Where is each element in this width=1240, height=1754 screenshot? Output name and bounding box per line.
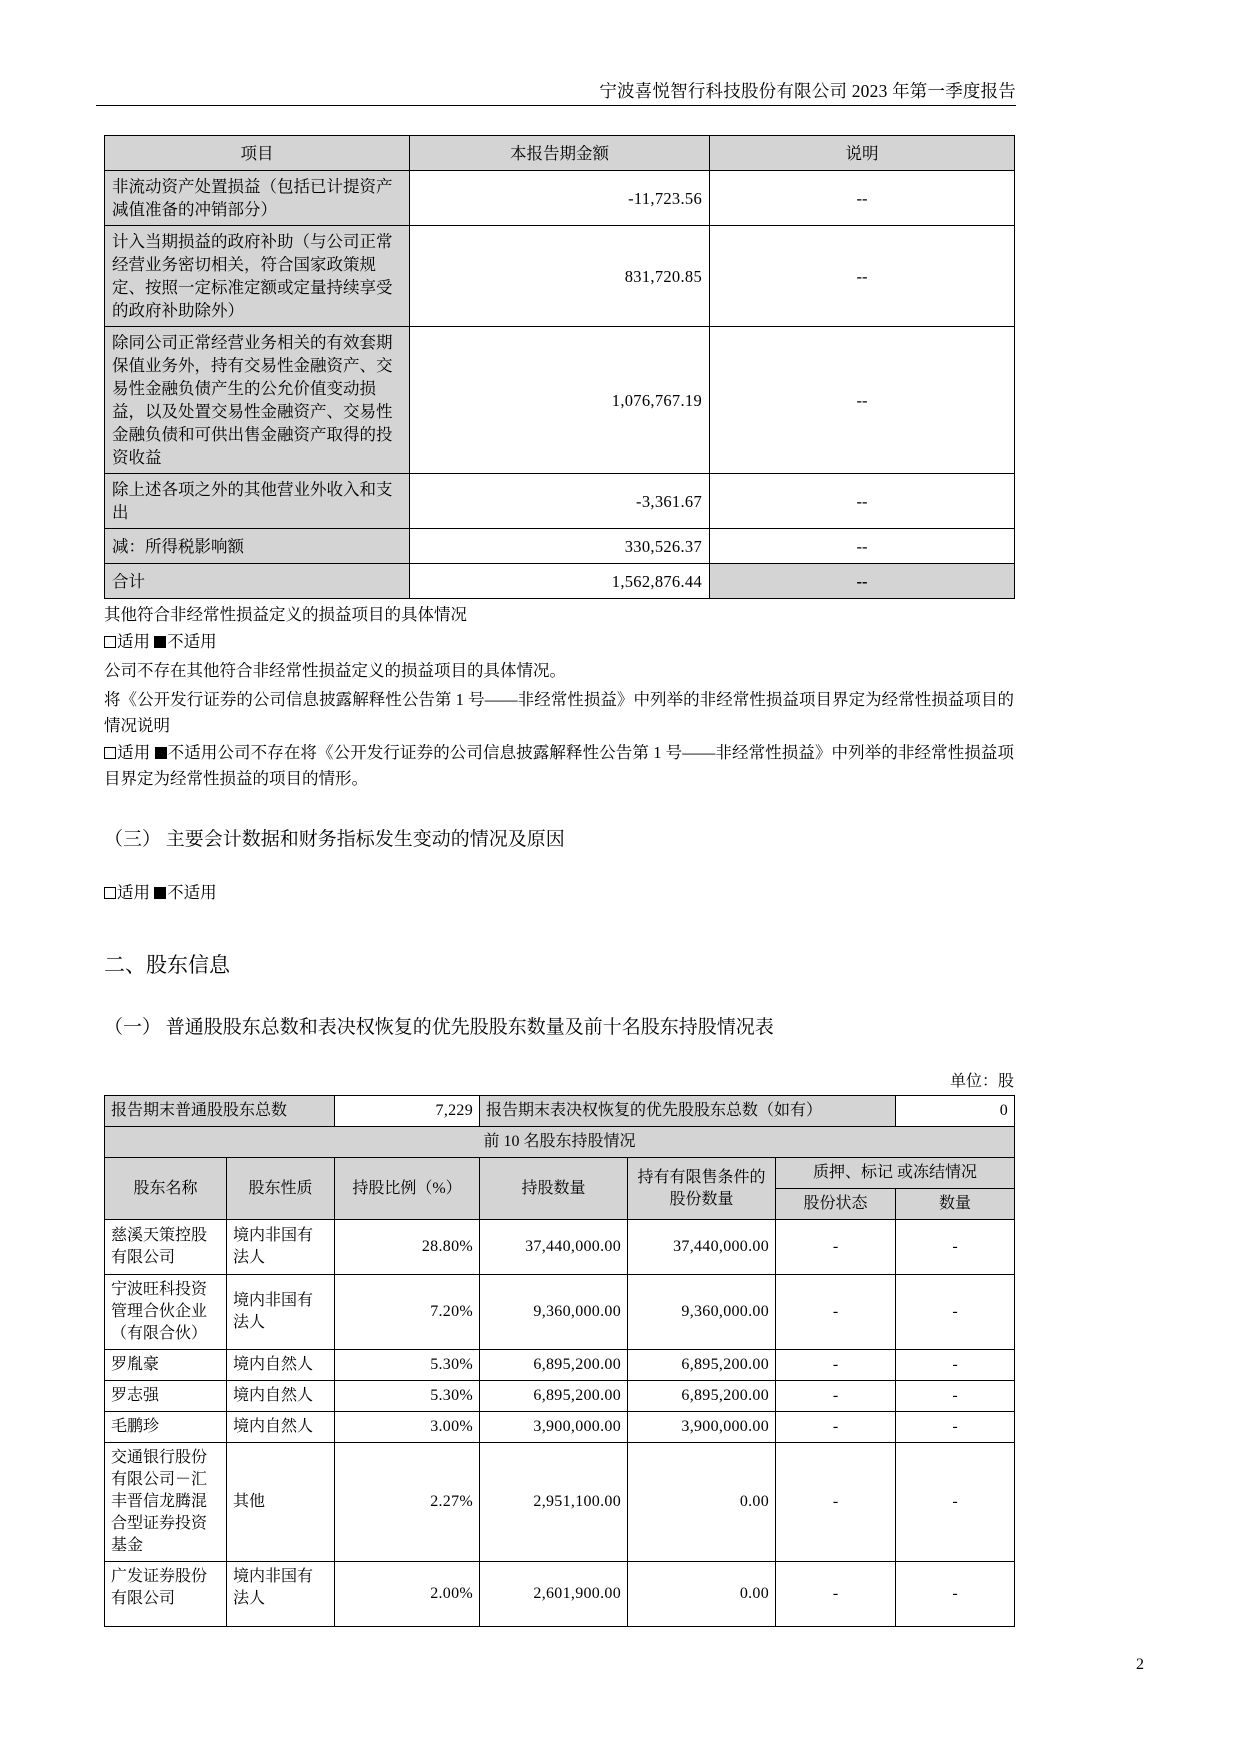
table-row [105,474,1015,529]
shareholder-restricted: 37,440,000.00 [628,1220,776,1275]
shareholder-header-row-1 [105,1158,1015,1189]
shareholder-name: 交通银行股份有限公司－汇丰晋信龙腾混合型证券投资基金 [105,1443,227,1562]
shareholder-nature: 境内自然人 [227,1412,335,1443]
row-item-label: 非流动资产处置损益（包括已计提资产减值准备的冲销部分） [105,171,410,226]
shareholder-restricted: 6,895,200.00 [628,1381,776,1412]
table-total-row [105,564,1015,599]
shareholder-ratio: 3.00% [335,1412,480,1443]
preferred-shareholders-value: 0 [896,1096,1015,1127]
shareholder-quantity: 2,601,900.00 [480,1562,628,1627]
row-amount: 831,720.85 [410,226,710,327]
running-header-text: 宁波喜悦智行科技股份有限公司 2023 年第一季度报告 [599,81,1016,101]
shareholder-pledge-status: - [776,1350,896,1381]
table-row [105,327,1015,474]
shareholder-nature: 境内自然人 [227,1381,335,1412]
section-two-sub-heading: （一） 普通股股东总数和表决权恢复的优先股股东数量及前十名股东持股情况表 [104,1017,774,1038]
section-three-heading: （三） 主要会计数据和财务指标发生变动的情况及原因 [104,829,565,850]
not-applicable-label: 不适用 [167,883,217,902]
table-row [105,226,1015,327]
header-rule [96,105,1016,106]
shareholder-restricted: 6,895,200.00 [628,1350,776,1381]
col-header-name: 股东名称 [105,1158,227,1220]
row-amount: 330,526.37 [410,529,710,564]
shareholder-nature: 其他 [227,1443,335,1562]
shareholder-pledge-amount: - [896,1220,1015,1275]
shareholder-pledge-amount: - [896,1275,1015,1350]
col-header-pledge-group: 质押、标记 或冻结情况 [776,1158,1015,1189]
shareholder-restricted: 9,360,000.00 [628,1275,776,1350]
row-item-label: 减：所得税影响额 [105,529,410,564]
checkbox-checked-icon[interactable] [154,887,166,899]
nonrecurring-gain-loss-table [104,135,1015,599]
shareholder-restricted: 0.00 [628,1443,776,1562]
shareholder-name: 宁波旺科投资管理合伙企业（有限合伙） [105,1275,227,1350]
checkbox-checked-icon[interactable] [155,747,167,759]
table-row [105,1443,1015,1562]
table-row [105,529,1015,564]
checkbox-unchecked-icon[interactable] [104,747,116,759]
shareholder-name: 罗志强 [105,1381,227,1412]
shareholder-ratio: 2.27% [335,1443,480,1562]
col-header-note: 说明 [710,136,1015,171]
col-header-pledge-status: 股份状态 [776,1189,896,1220]
reclassify-statement: 公司不存在将《公开发行证券的公司信息披露解释性公告第 1 号——非经常性损益》中列举的非经常性损益项目界定为经常性损益的项目的情形。 [104,743,1015,788]
row-note: -- [710,474,1015,529]
page-number: 2 [1136,1656,1144,1673]
applicability-line-3 [104,880,1014,906]
total-amount: 1,562,876.44 [410,564,710,599]
col-header-pledge-amount: 数量 [896,1189,1015,1220]
section-two-heading: 二、股东信息 [104,953,230,977]
common-shareholders-label: 报告期末普通股股东总数 [105,1096,335,1127]
reclassify-title: 将《公开发行证券的公司信息披露解释性公告第 1 号——非经常性损益》中列举的非经常性损益项目界定为经常性损益项目的情况说明 [104,690,1014,735]
applicable-label: 适用 [117,883,150,902]
applicable-label: 适用 [117,743,151,762]
shareholder-pledge-amount: - [896,1350,1015,1381]
shareholder-table [104,1095,1015,1627]
table-row [105,1220,1015,1275]
checkbox-checked-icon[interactable] [154,636,166,648]
shareholder-nature: 境内非国有法人 [227,1220,335,1275]
other-items-title: 其他符合非经常性损益定义的损益项目的具体情况 [104,605,467,624]
shareholder-ratio: 7.20% [335,1275,480,1350]
table-row [105,1562,1015,1627]
col-header-item: 项目 [105,136,410,171]
col-header-restricted: 持有有限售条件的股份数量 [628,1158,776,1220]
preferred-shareholders-label: 报告期末表决权恢复的优先股股东总数（如有） [480,1096,896,1127]
table-row [105,171,1015,226]
applicable-label: 适用 [117,632,150,651]
shareholder-name: 罗胤豪 [105,1350,227,1381]
row-note: -- [710,171,1015,226]
col-header-nature: 股东性质 [227,1158,335,1220]
running-header [96,80,1016,106]
shareholder-nature: 境内自然人 [227,1350,335,1381]
shareholder-quantity: 9,360,000.00 [480,1275,628,1350]
page-content [104,135,1014,1627]
row-item-label: 除同公司正常经营业务相关的有效套期保值业务外，持有交易性金融资产、交易性金融负债产生的公允价值变动损益，以及处置交易性金融资产、交易性金融负债和可供出售金融资产取得的投资收益 [105,327,410,474]
shareholder-quantity: 2,951,100.00 [480,1443,628,1562]
shareholder-restricted: 0.00 [628,1562,776,1627]
row-item-label: 除上述各项之外的其他营业外收入和支出 [105,474,410,529]
shareholder-band-title-row [105,1127,1015,1158]
shareholder-quantity: 37,440,000.00 [480,1220,628,1275]
row-amount: 1,076,767.19 [410,327,710,474]
row-note: -- [710,529,1015,564]
common-shareholders-value: 7,229 [335,1096,480,1127]
row-amount: -11,723.56 [410,171,710,226]
table-row [105,1412,1015,1443]
shareholder-ratio: 28.80% [335,1220,480,1275]
band-title: 前 10 名股东持股情况 [105,1127,1015,1158]
shareholder-name: 慈溪天策控股有限公司 [105,1220,227,1275]
shareholder-pledge-status: - [776,1220,896,1275]
col-header-amount: 本报告期金额 [410,136,710,171]
total-note: -- [710,564,1015,599]
shareholder-pledge-status: - [776,1381,896,1412]
shareholder-pledge-status: - [776,1275,896,1350]
row-note: -- [710,327,1015,474]
not-applicable-label: 不适用 [167,743,218,762]
total-label: 合计 [105,564,410,599]
other-items-statement: 公司不存在其他符合非经常性损益定义的损益项目的具体情况。 [104,661,566,680]
shareholder-pledge-amount: - [896,1562,1015,1627]
applicability-line-1 [104,629,1014,655]
shareholder-name: 毛鹏珍 [105,1412,227,1443]
applicability-line-2 [104,740,1014,792]
col-header-ratio: 持股比例（%） [335,1158,480,1220]
shareholder-ratio: 2.00% [335,1562,480,1627]
table-row [105,1275,1015,1350]
shareholder-nature: 境内非国有法人 [227,1275,335,1350]
table-row [105,1350,1015,1381]
unit-note: 单位：股 [949,1073,1014,1090]
shareholder-quantity: 6,895,200.00 [480,1350,628,1381]
shareholder-restricted: 3,900,000.00 [628,1412,776,1443]
shareholder-pledge-status: - [776,1443,896,1562]
shareholder-ratio: 5.30% [335,1381,480,1412]
checkbox-unchecked-icon[interactable] [104,636,116,648]
shareholder-quantity: 6,895,200.00 [480,1381,628,1412]
shareholder-pledge-status: - [776,1412,896,1443]
shareholder-pledge-amount: - [896,1412,1015,1443]
row-note: -- [710,226,1015,327]
shareholder-nature: 境内非国有法人 [227,1562,335,1627]
row-amount: -3,361.67 [410,474,710,529]
table-row [105,1381,1015,1412]
shareholder-pledge-amount: - [896,1381,1015,1412]
shareholder-quantity: 3,900,000.00 [480,1412,628,1443]
table-header-row [105,136,1015,171]
shareholder-name: 广发证券股份有限公司 [105,1562,227,1627]
shareholder-pledge-status: - [776,1562,896,1627]
checkbox-unchecked-icon[interactable] [104,887,116,899]
col-header-quantity: 持股数量 [480,1158,628,1220]
shareholder-summary-row [105,1096,1015,1127]
shareholder-pledge-amount: - [896,1443,1015,1562]
shareholder-ratio: 5.30% [335,1350,480,1381]
row-item-label: 计入当期损益的政府补助（与公司正常经营业务密切相关，符合国家政策规定、按照一定标准定额或定量持续享受的政府补助除外） [105,226,410,327]
not-applicable-label: 不适用 [167,632,217,651]
